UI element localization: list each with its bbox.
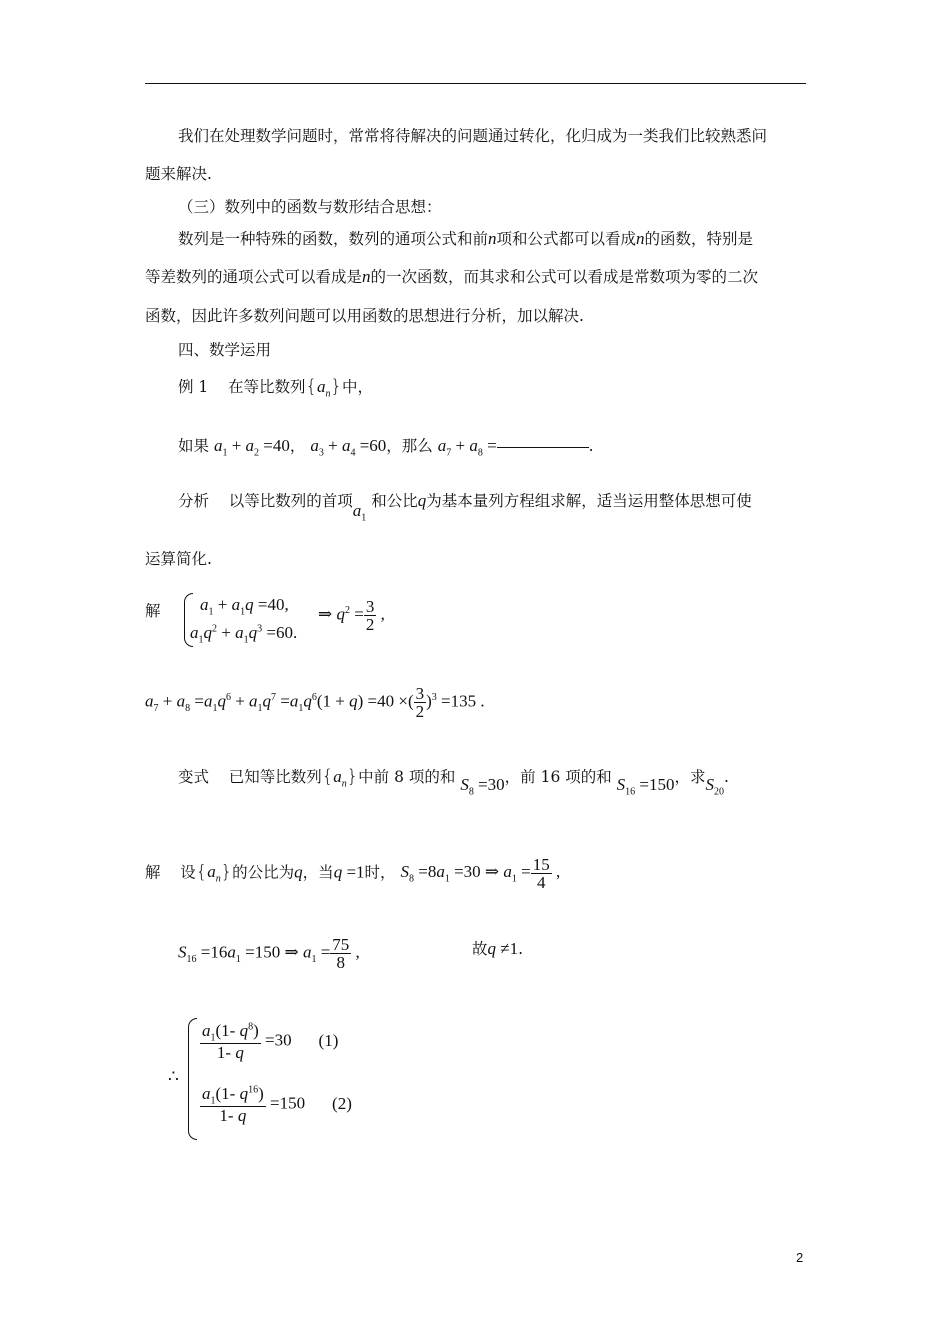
equation: $\frac{a_1(1- q^{16})}{1- q}$ =150 (2) — [202, 1084, 352, 1126]
equation: $a_1 + a_1q =40$, — [200, 595, 289, 618]
math-expr: $a_7 + a_8$ = — [437, 436, 497, 459]
text: 时， — [364, 863, 396, 882]
text: 以等比数列的首项 — [228, 492, 353, 510]
text: 如果 — [178, 437, 210, 455]
example-condition: 如果 $a_1 + a_2 =40$， $a_3 + a_4 =60$，那么 $a_7 + a_8$ = . — [178, 436, 594, 459]
sequence-notation: } — [330, 376, 342, 397]
solution-label: 解 — [145, 602, 161, 620]
system-brace — [188, 1018, 197, 1140]
math-a: $a_n$ — [316, 377, 331, 400]
text: 数列是一种特殊的函数，数列的通项公式和前 — [178, 230, 489, 248]
paragraph-line: 函数，因此许多数列问题可以用函数的思想进行分析，加以解决. — [145, 307, 584, 325]
analysis-line: 分析 以等比数列的首项$a_1$ 和公比q为基本量列方程组求解，适当运用整体思想可使 — [178, 491, 752, 524]
equation: $S_{16} =16a_1 =150$ ⇒ $a_1$ = $\frac{75}{8}$ , — [178, 935, 360, 972]
text: 等差数列的通项公式可以看成是 — [145, 268, 363, 286]
text: 项和公式都可以看成 — [496, 230, 637, 248]
paragraph-line — [145, 268, 758, 286]
paragraph-line: 题来解决. — [145, 165, 212, 183]
paragraph-line: 我们在处理数学问题时，常常将待解决的问题通过转化，化归成为一类我们比较熟悉问 — [178, 127, 768, 145]
page-number: 2 — [796, 1250, 804, 1265]
equation: $a_1q^2 + a_1q^3 =60$. — [190, 623, 298, 646]
variant-line: 变式 已知等比数列$\{a_n\}$中前 8 项的和 $S_8 =30$，前 16 项的和 $S_{16} =150$，求$S_{20}$. — [178, 766, 729, 798]
var-n: n — [488, 229, 497, 248]
equation: $\frac{a_1(1- q^8)}{1- q}$ =30 (1) — [202, 1021, 339, 1063]
equation: ⇒ $q^2$ = $\frac{3}{2}$ , — [318, 597, 385, 634]
section-title: （三）数列中的函数与数形结合思想： — [178, 198, 442, 216]
var-n: n — [362, 267, 371, 286]
math-expr: $a_1 + a_2 =40$ — [213, 436, 290, 459]
text: 已知等比数列 — [228, 768, 322, 786]
answer-blank — [497, 447, 589, 448]
text: ，前 16 项的和 — [504, 768, 612, 786]
analysis-label: 分析 — [178, 492, 210, 510]
variant-solution-line: 解 设$\{a_n\}$的公比为q，当q =1时， $S_8 =8a_1 =30$ ⇒ $a_1$ = $\frac{15}{4}$ , — [145, 855, 561, 892]
text: ，求 — [674, 768, 706, 786]
paragraph-line — [178, 230, 753, 248]
text: 设 — [180, 863, 196, 882]
sequence-notation: { — [305, 376, 317, 397]
text: 中前 8 项的和 — [358, 768, 456, 786]
variant-label: 变式 — [178, 768, 210, 786]
therefore-symbol: ∴ — [168, 1067, 179, 1086]
text: 的公比为 — [232, 863, 295, 882]
text: 和公比 — [371, 492, 418, 510]
text: ，当 — [302, 863, 334, 882]
analysis-line: 运算简化. — [145, 550, 212, 568]
text: 在等比数列 — [228, 378, 306, 396]
text: 为基本量列方程组求解，适当运用整体思想可使 — [426, 492, 752, 510]
var-n: n — [636, 229, 645, 248]
section-title: 四、数学运用 — [178, 341, 272, 359]
text: 的函数，特别是 — [644, 230, 754, 248]
example-label: 例 1 — [178, 378, 209, 396]
math-expr: $a_3 + a_4 =60$ — [310, 436, 387, 459]
text: 中， — [341, 378, 373, 396]
solution-label: 解 — [145, 863, 161, 882]
text: 的一次函数，而其求和公式可以看成是常数项为零的二次 — [370, 268, 759, 286]
conclusion: 故q ≠1. — [472, 939, 524, 958]
header-rule — [145, 83, 806, 84]
example-line — [178, 378, 373, 399]
equation: $a_7 + a_8 =a_1q^6 + a_1q^7 =a_1q^6(1 + q) =40$ ×( $\frac{3}{2}$ )$^3$ =135 . — [145, 684, 485, 721]
